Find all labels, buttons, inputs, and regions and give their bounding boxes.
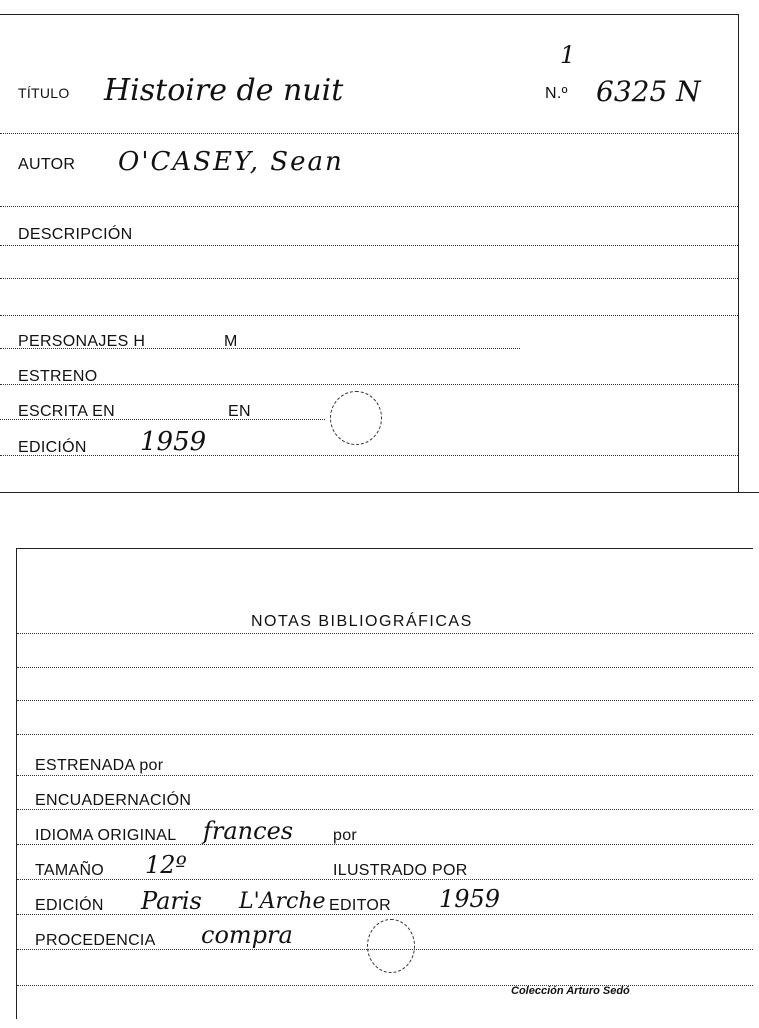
numero-value: 6325 N — [596, 75, 701, 108]
edicion-editor-label: EDITOR — [329, 897, 391, 914]
encuadernacion-line — [17, 809, 753, 810]
estrenada-label: ESTRENADA por — [35, 757, 164, 774]
descripcion-line-2 — [0, 278, 738, 279]
procedencia-line — [17, 949, 753, 950]
notas-line-2 — [17, 667, 753, 668]
notas-line-4 — [17, 734, 753, 735]
procedencia-label: PROCEDENCIA — [35, 932, 156, 949]
tamano-value: 12º — [145, 851, 187, 879]
tamano-label: TAMAÑO — [35, 862, 105, 879]
edicion-label: EDICIÓN — [18, 439, 87, 456]
autor-label: AUTOR — [18, 156, 76, 173]
estreno-line — [0, 384, 738, 385]
edicion-line — [0, 455, 738, 456]
escrita-label: ESCRITA EN — [18, 403, 115, 420]
autor-line — [0, 206, 738, 207]
estrenada-line — [17, 775, 753, 776]
card-separator — [0, 492, 759, 493]
tamano-line — [17, 879, 753, 880]
autor-value: O'CASEY, Sean — [118, 147, 344, 177]
idioma-line — [17, 844, 753, 845]
edicion-year-value: 1959 — [439, 885, 501, 913]
escrita-line — [0, 419, 325, 420]
idioma-value: frances — [203, 817, 294, 845]
estreno-label: ESTRENO — [18, 368, 98, 385]
encuadernacion-label: ENCUADERNACIÓN — [35, 792, 192, 809]
personajes-label: PERSONAJES H — [18, 333, 146, 350]
edicion-place-value: Paris — [141, 887, 202, 915]
edicion-editor-value: L'Arche — [239, 889, 326, 914]
numero-mark: 1 — [560, 41, 576, 69]
personajes-line — [0, 348, 520, 349]
personajes-m-label: M — [224, 333, 238, 350]
catalog-card-notes — [16, 548, 753, 1019]
idioma-label: IDIOMA ORIGINAL — [35, 827, 177, 844]
ilustrado-label: ILUSTRADO POR — [333, 862, 468, 879]
descripcion-line-3 — [0, 315, 738, 316]
notas-line-1 — [17, 633, 753, 634]
titulo-value: Histoire de nuit — [104, 73, 344, 108]
edicion-bottom-line — [17, 914, 753, 915]
ink-stamp-mark — [330, 391, 382, 445]
catalog-card-main — [0, 14, 739, 493]
numero-label: N.º — [545, 85, 568, 102]
edicion-value: 1959 — [140, 427, 207, 457]
procedencia-value: compra — [201, 921, 293, 949]
titulo-label: TÍTULO — [18, 85, 70, 101]
notas-line-3 — [17, 700, 753, 701]
idioma-por-label: por — [333, 827, 358, 844]
titulo-line — [0, 133, 738, 134]
ink-stamp-mark-bottom — [367, 919, 415, 973]
descripcion-line-1 — [0, 245, 738, 246]
collection-credit: Colección Arturo Sedó — [511, 985, 630, 997]
notas-heading: NOTAS BIBLIOGRÁFICAS — [251, 613, 473, 630]
escrita-en-label: EN — [228, 403, 251, 420]
final-line — [17, 985, 753, 986]
edicion-bottom-label: EDICIÓN — [35, 897, 104, 914]
descripcion-label: DESCRIPCIÓN — [18, 226, 133, 243]
